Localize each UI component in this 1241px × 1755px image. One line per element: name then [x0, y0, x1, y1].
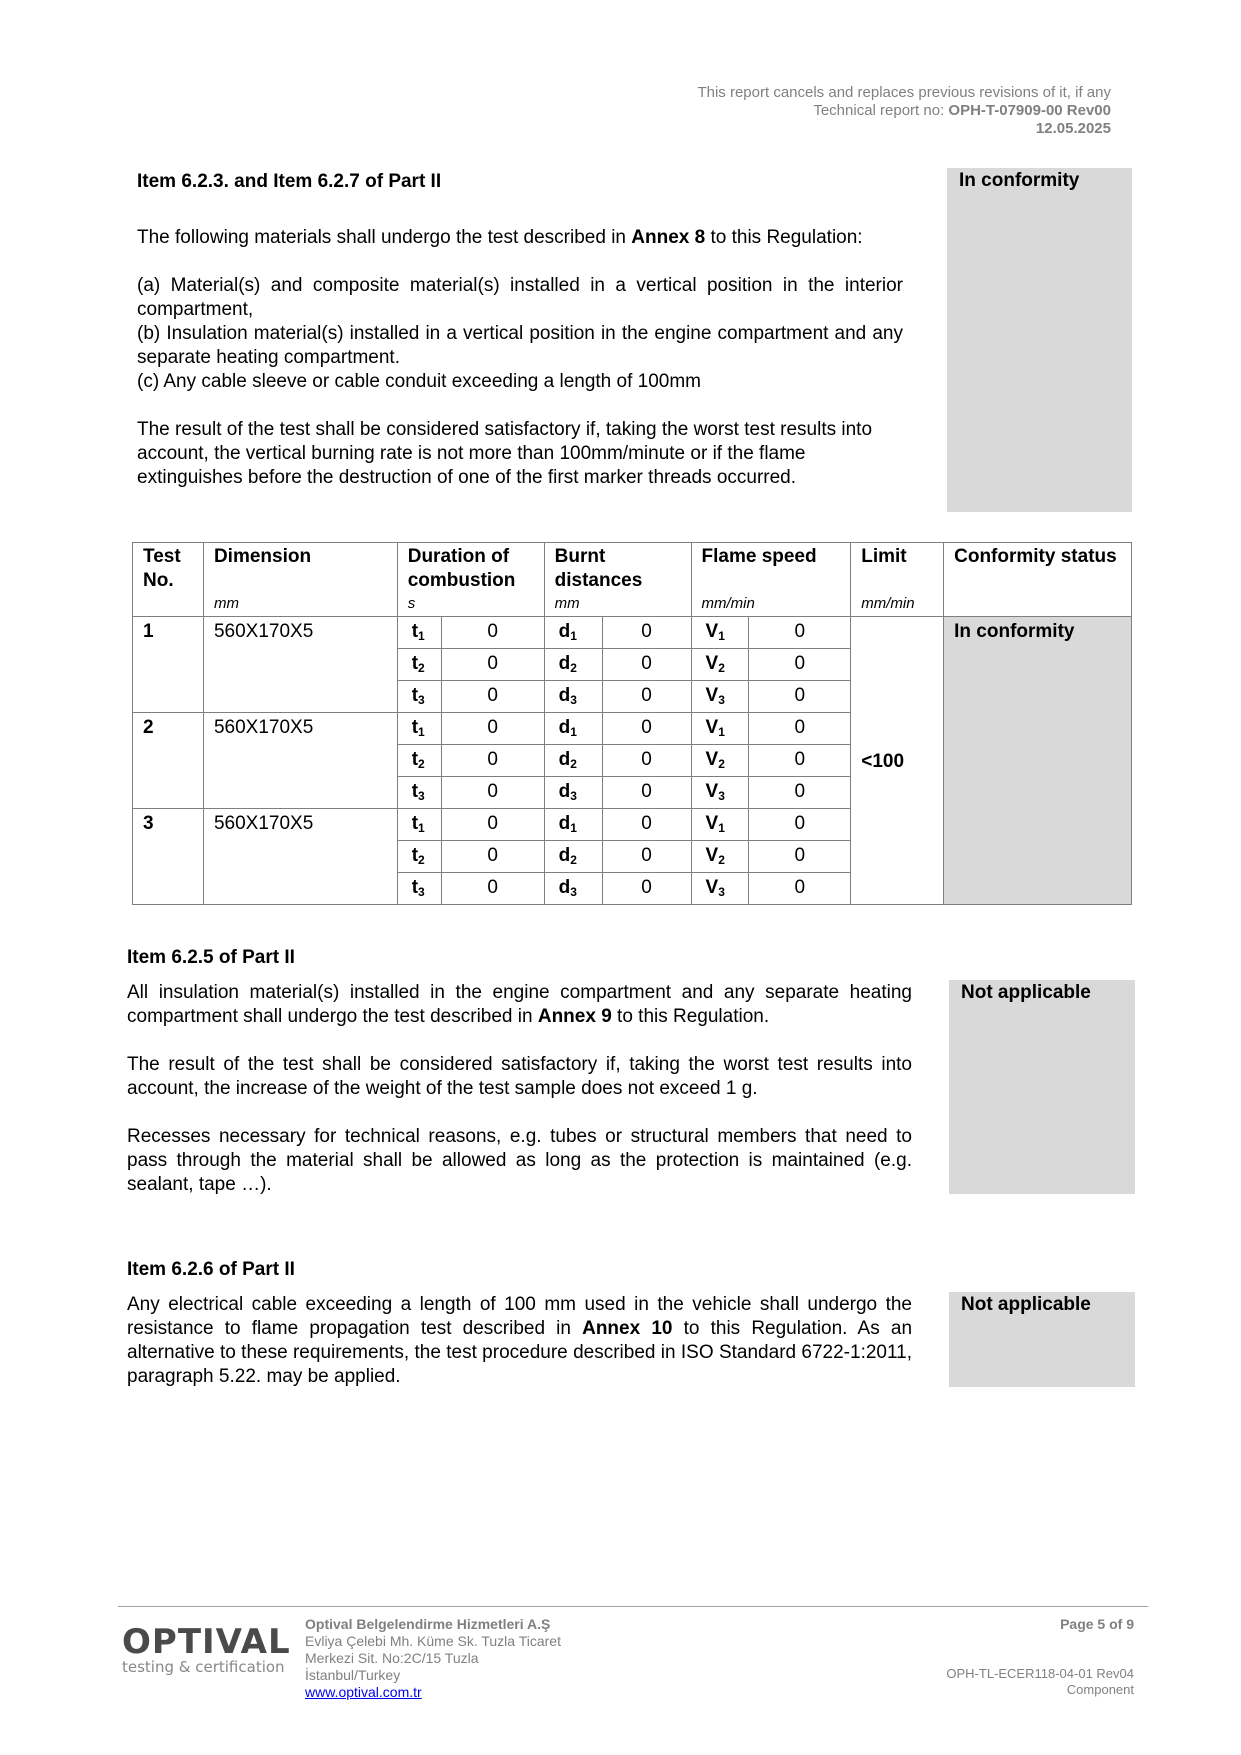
d-symbol-cell: $d_3$: [544, 681, 602, 713]
v-symbol-cell: $V_3$: [691, 681, 749, 713]
t-symbol-cell: $t_3$: [397, 873, 441, 905]
v-symbol-cell: $V_1$: [691, 617, 749, 649]
v-symbol-cell: $V_3$: [691, 777, 749, 809]
d-value-cell: 0: [602, 649, 691, 681]
company-logo: [122, 1622, 291, 1676]
d-symbol-cell: $d_3$: [544, 873, 602, 905]
t-symbol-cell: $t_1$: [397, 809, 441, 841]
header-flame-speed: Flame speed mm/min: [691, 543, 851, 617]
t-value-cell: 0: [441, 809, 544, 841]
paragraph: All insulation material(s) installed in the engine compartment and any separate heating compartment shall undergo the test described in Annex 9 to this Regulation.: [127, 982, 912, 1027]
test-number-cell: 3: [133, 809, 204, 905]
d-value-cell: 0: [602, 681, 691, 713]
v-value-cell: 0: [749, 777, 851, 809]
t-value-cell: 0: [441, 713, 544, 745]
table-body: [133, 617, 1132, 905]
report-header: [697, 84, 1111, 138]
document-type: Component: [1066, 1682, 1134, 1697]
company-address: Optival Belgelendirme Hizmetleri A.Ş Evliya Çelebi Mh. Küme Sk. Tuzla Ticaret Merkezi Sit. No:2C/15 Tuzla İstanbul/Turkey www.optival.com.tr: [305, 1616, 561, 1700]
section-title-6-2-3: Item 6.2.3. and Item 6.2.7 of Part II: [137, 171, 442, 192]
revision-note: This report cancels and replaces previous revisions of it, if any: [697, 84, 1111, 101]
header-duration: Duration of combustion s: [397, 543, 544, 617]
section-title-6-2-6: Item 6.2.6 of Part II: [127, 1259, 295, 1280]
header-limit: Limit mm/min: [851, 543, 944, 617]
v-value-cell: 0: [749, 809, 851, 841]
logo-tagline: testing & certification: [122, 1658, 285, 1676]
v-value-cell: 0: [749, 841, 851, 873]
header-test-no: Test No.: [133, 543, 204, 617]
t-value-cell: 0: [441, 681, 544, 713]
d-value-cell: 0: [602, 809, 691, 841]
header-dimension: Dimension mm: [203, 543, 397, 617]
d-symbol-cell: $d_1$: [544, 617, 602, 649]
t-symbol-cell: $t_1$: [397, 617, 441, 649]
d-value-cell: 0: [602, 841, 691, 873]
t-symbol-cell: $t_1$: [397, 713, 441, 745]
list-item-a: (a) Material(s) and composite material(s) installed in a vertical position in the interior compartment,: [137, 275, 903, 320]
v-symbol-cell: $V_3$: [691, 873, 749, 905]
test-results-table: [132, 542, 1132, 905]
section-body-6-2-3: [137, 226, 903, 514]
t-symbol-cell: $t_2$: [397, 841, 441, 873]
t-symbol-cell: $t_3$: [397, 681, 441, 713]
dimension-cell: 560X170X5: [203, 809, 397, 905]
paragraph: The result of the test shall be considered satisfactory if, taking the worst test results into account, the vertical burning rate is not more than 100mm/minute or if the flame extinguishes before the destruction of one of the first marker threads occurred.: [137, 419, 873, 488]
d-value-cell: 0: [602, 713, 691, 745]
d-symbol-cell: $d_2$: [544, 649, 602, 681]
list-item-c: (c) Any cable sleeve or cable conduit exceeding a length of 100mm: [137, 371, 701, 392]
report-date: 12.05.2025: [1035, 120, 1111, 137]
test-number-cell: 1: [133, 617, 204, 713]
paragraph: Recesses necessary for technical reasons, e.g. tubes or structural members that need to pass through the material shall be allowed as long as the protection is maintained (e.g. sealant, tape …).: [127, 1126, 912, 1195]
list-item-b: (b) Insulation material(s) installed in a vertical position in the engine compartment and any separate heating compartment.: [137, 323, 903, 368]
paragraph: The following materials shall undergo the test described in Annex 8 to this Regulation:: [137, 227, 863, 248]
section-body-6-2-5: [127, 981, 912, 1221]
report-number-line: [697, 102, 1111, 120]
t-value-cell: 0: [441, 841, 544, 873]
table-row: [133, 617, 1132, 649]
d-symbol-cell: $d_1$: [544, 809, 602, 841]
header-conformity: Conformity status: [944, 543, 1132, 617]
t-value-cell: 0: [441, 745, 544, 777]
d-symbol-cell: $d_2$: [544, 841, 602, 873]
v-symbol-cell: $V_1$: [691, 809, 749, 841]
company-website-link[interactable]: www.optival.com.tr: [305, 1684, 422, 1700]
t-value-cell: 0: [441, 777, 544, 809]
footer-divider: [118, 1606, 1148, 1607]
status-badge-6-2-3: In conformity: [947, 168, 1132, 512]
document-code: OPH-TL-ECER118-04-01 Rev04: [946, 1666, 1134, 1681]
t-symbol-cell: $t_2$: [397, 649, 441, 681]
status-badge-6-2-5: Not applicable: [949, 980, 1135, 1194]
d-value-cell: 0: [602, 777, 691, 809]
v-value-cell: 0: [749, 745, 851, 777]
d-value-cell: 0: [602, 617, 691, 649]
paragraph: Any electrical cable exceeding a length of 100 mm used in the vehicle shall undergo the resistance to flame propagation test described in Annex 10 to this Regulation. As an alternative to these requirements, the test procedure described in ISO Standard 6722-1:2011, paragraph 5.22. may be applied.: [127, 1294, 913, 1387]
conformity-status-cell: In conformity: [944, 617, 1132, 905]
d-symbol-cell: $d_1$: [544, 713, 602, 745]
v-symbol-cell: $V_1$: [691, 713, 749, 745]
d-value-cell: 0: [602, 745, 691, 777]
t-value-cell: 0: [441, 649, 544, 681]
v-value-cell: 0: [749, 617, 851, 649]
section-title-6-2-5: Item 6.2.5 of Part II: [127, 947, 295, 968]
limit-cell: <100: [851, 617, 944, 905]
v-symbol-cell: $V_2$: [691, 841, 749, 873]
dimension-cell: 560X170X5: [203, 713, 397, 809]
dimension-cell: 560X170X5: [203, 617, 397, 713]
report-number: OPH-T-07909-00 Rev00: [948, 102, 1111, 119]
t-value-cell: 0: [441, 617, 544, 649]
v-symbol-cell: $V_2$: [691, 745, 749, 777]
v-value-cell: 0: [749, 713, 851, 745]
report-number-label: Technical report no:: [813, 102, 945, 119]
t-value-cell: 0: [441, 873, 544, 905]
paragraph: The result of the test shall be considered satisfactory if, taking the worst test results into account, the increase of the weight of the test sample does not exceed 1 g.: [127, 1054, 912, 1099]
t-symbol-cell: $t_2$: [397, 745, 441, 777]
v-symbol-cell: $V_2$: [691, 649, 749, 681]
d-symbol-cell: $d_3$: [544, 777, 602, 809]
page-number: Page 5 of 9: [1060, 1616, 1134, 1632]
header-burnt-distances: Burnt distances mm: [544, 543, 691, 617]
d-symbol-cell: $d_2$: [544, 745, 602, 777]
t-symbol-cell: $t_3$: [397, 777, 441, 809]
logo-wordmark: OPTIVAL: [122, 1622, 291, 1662]
v-value-cell: 0: [749, 649, 851, 681]
status-badge-6-2-6: Not applicable: [949, 1292, 1135, 1387]
test-number-cell: 2: [133, 713, 204, 809]
d-value-cell: 0: [602, 873, 691, 905]
v-value-cell: 0: [749, 681, 851, 713]
footer-meta: [946, 1616, 1134, 1698]
v-value-cell: 0: [749, 873, 851, 905]
company-name: Optival Belgelendirme Hizmetleri A.Ş: [305, 1616, 551, 1632]
section-body-6-2-6: [127, 1293, 912, 1413]
